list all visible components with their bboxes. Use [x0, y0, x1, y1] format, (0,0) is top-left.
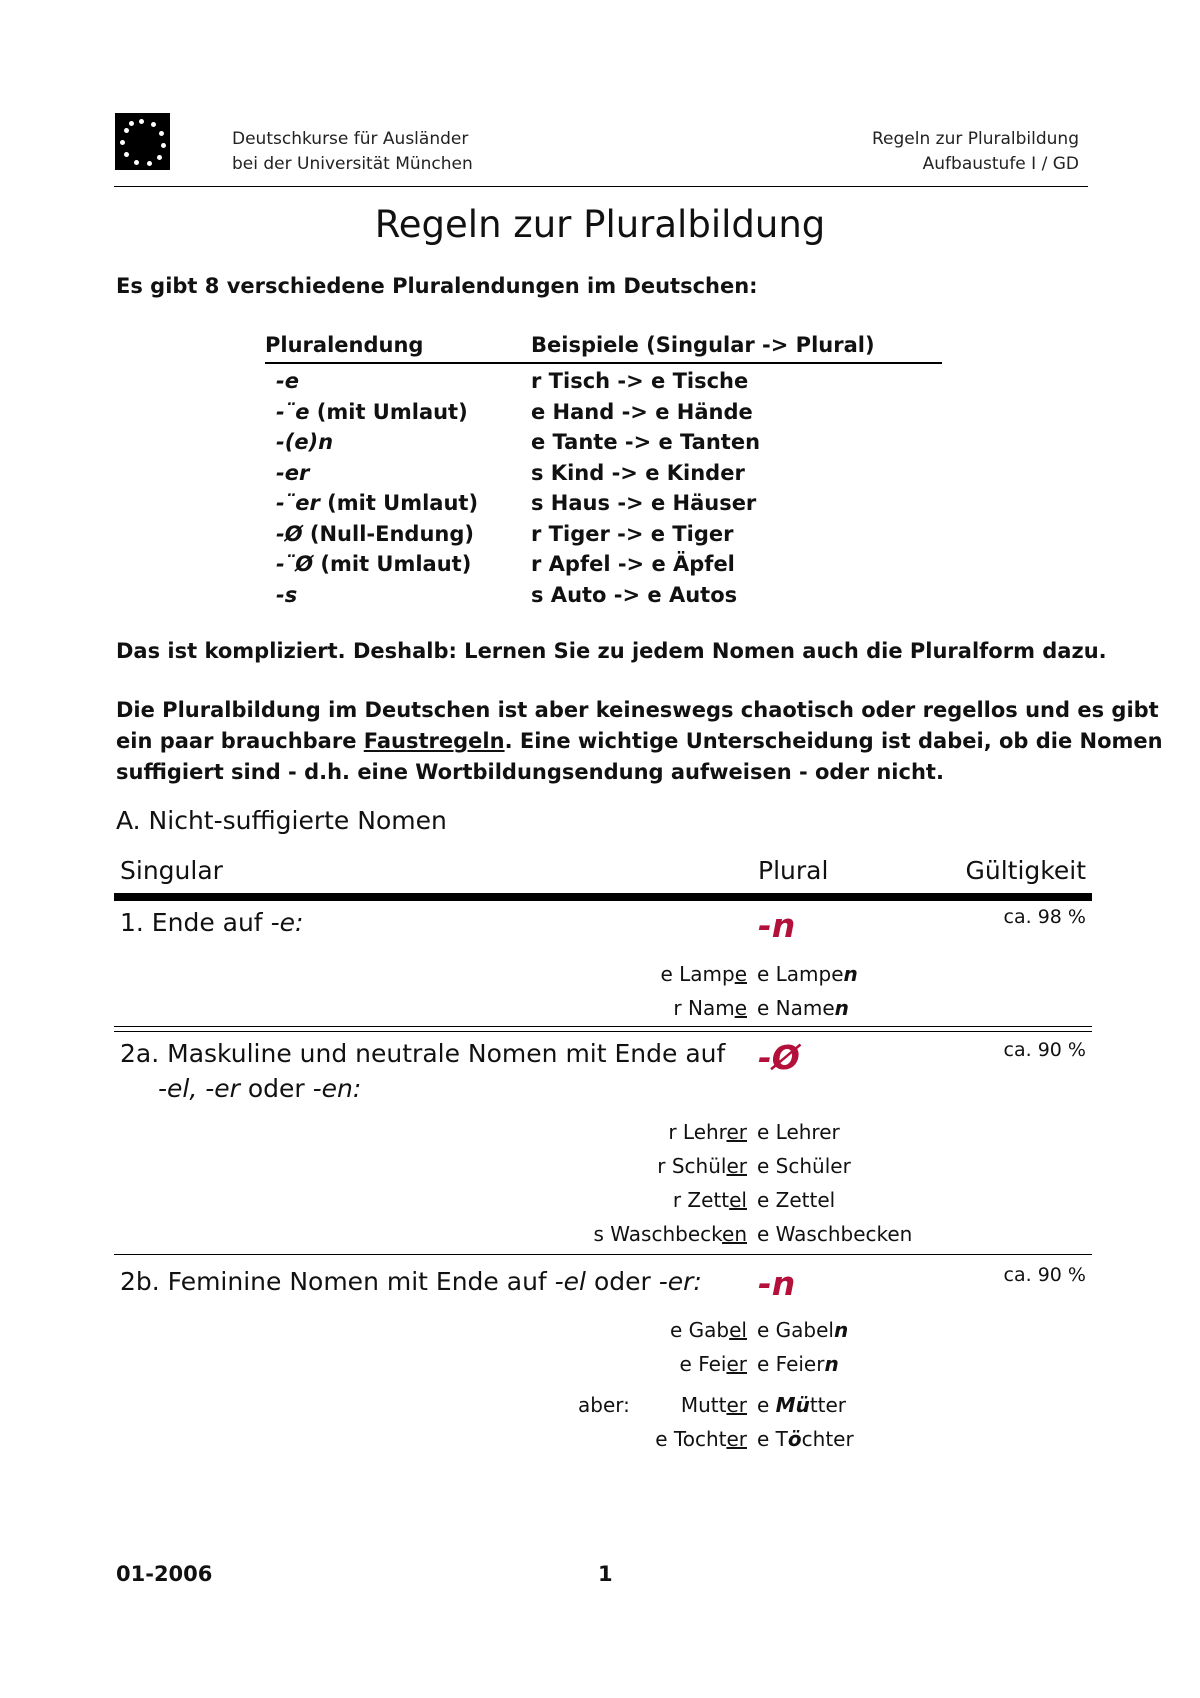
ending-suffix: -¨er: [276, 491, 320, 515]
ending-note: (Null-Endung): [302, 521, 474, 546]
ending-example: e Tante -> e Tanten: [531, 430, 761, 454]
ending-example: e Hand -> e Hände: [531, 399, 753, 424]
example-plural: e Lampen: [757, 962, 858, 986]
endings-row: [0, 366, 1200, 397]
endings-row: [0, 427, 1200, 458]
col-header-singular: Singular: [120, 856, 223, 885]
example-singular: e Lampe: [660, 962, 747, 986]
example-plural: e Schüler: [757, 1154, 851, 1178]
example-plural: e Gabeln: [757, 1318, 849, 1342]
paragraph-line: ein paar brauchbare Faustregeln. Eine wichtige Unterscheidung ist dabei, ob die Nomen: [116, 729, 1163, 753]
endings-row: [0, 488, 1200, 519]
exception-label: aber:: [578, 1393, 630, 1417]
endings-col-header-ending: Pluralendung: [265, 333, 424, 357]
ending-note: (mit Umlaut): [313, 552, 472, 576]
endings-row: [0, 549, 1200, 580]
table-header-rule: [114, 893, 1092, 901]
ending-note: (mit Umlaut): [309, 399, 468, 424]
ending-example: r Tiger -> e Tiger: [531, 521, 734, 546]
exception-plural: e Mütter: [757, 1393, 847, 1417]
example-plural: e Feiern: [757, 1352, 839, 1376]
example-singular: r Lehrer: [668, 1120, 747, 1144]
intro-text: Es gibt 8 verschiedene Pluralendungen im Deutschen:: [116, 274, 758, 298]
exception-singular: Mutter: [680, 1393, 747, 1417]
col-header-validity: Gültigkeit: [965, 856, 1086, 885]
rule-2b-ending: -n: [758, 1264, 796, 1303]
endings-col-header-examples: Beispiele (Singular -> Plural): [531, 333, 875, 357]
ending-note: (mit Umlaut): [319, 491, 479, 515]
ending-example: s Auto -> e Autos: [531, 582, 738, 607]
endings-row: [0, 519, 1200, 550]
page-title: Regeln zur Pluralbildung: [374, 203, 826, 246]
header-course: [872, 127, 1079, 177]
paragraph-line: suffigiert sind - d.h. eine Wortbildungsendung aufweisen - oder nicht.: [116, 760, 944, 784]
example-plural: e Namen: [757, 996, 849, 1020]
rule-divider: [114, 1026, 1092, 1032]
example-plural: e Waschbecken: [757, 1222, 913, 1246]
example-singular: e Feier: [679, 1352, 747, 1376]
rule-2b-text: 2b. Feminine Nomen mit Ende auf -el oder -er:: [120, 1267, 702, 1296]
endings-table-divider: [265, 362, 942, 364]
endings-row: [0, 458, 1200, 489]
example-singular: e Gabel: [670, 1318, 747, 1342]
header-institution-line1: Deutschkurse für Ausländer: [232, 129, 469, 149]
ending-suffix: -Ø: [276, 521, 303, 546]
rule-2a-validity: ca. 90 %: [1003, 1039, 1086, 1061]
rule-2b-validity: ca. 90 %: [1003, 1264, 1086, 1286]
rule-1-validity: ca. 98 %: [1003, 906, 1086, 928]
page-number: 1: [598, 1562, 613, 1586]
example-singular: r Name: [673, 996, 747, 1020]
header-institution-line2: bei der Universität München: [232, 154, 473, 174]
rule-1-ending: -n: [758, 906, 796, 945]
ending-example: s Kind -> e Kinder: [531, 460, 745, 485]
section-heading-a: A. Nicht-suffigierte Nomen: [116, 806, 447, 835]
ending-suffix: -¨e: [276, 399, 310, 424]
ending-suffix: -er: [276, 460, 310, 485]
header-course-line2: Aufbaustufe I / GD: [922, 154, 1079, 174]
exception-singular: e Tochter: [655, 1427, 747, 1451]
example-singular: r Zettel: [672, 1188, 747, 1212]
ending-suffix: -e: [276, 369, 299, 393]
endings-row: [0, 397, 1200, 428]
exception-plural: e Töchter: [757, 1427, 854, 1451]
paragraph-line: Die Pluralbildung im Deutschen ist aber keineswegs chaotisch oder regellos und es gibt: [116, 698, 1159, 722]
university-logo: [115, 113, 170, 170]
paragraph-advice: Das ist kompliziert. Deshalb: Lernen Sie zu jedem Nomen auch die Pluralform dazu.: [116, 639, 1107, 663]
ending-example: r Apfel -> e Äpfel: [531, 552, 735, 576]
ending-suffix: -(e)n: [276, 430, 334, 454]
endings-table-body: [0, 366, 1200, 610]
paragraph-rules-intro: [116, 695, 1163, 788]
rule-1-text: 1. Ende auf -e:: [120, 908, 304, 937]
faustregeln-term: Faustregeln: [363, 729, 505, 753]
ending-suffix: -¨Ø: [276, 552, 314, 576]
header-course-line1: Regeln zur Pluralbildung: [872, 129, 1079, 149]
header-divider: [114, 186, 1088, 187]
example-plural: e Zettel: [757, 1188, 836, 1212]
rule-2a-ending: -Ø: [758, 1038, 800, 1077]
ending-example: r Tisch -> e Tische: [531, 369, 749, 393]
endings-row: [0, 580, 1200, 611]
ending-example: s Haus -> e Häuser: [531, 491, 757, 515]
footer-date: 01-2006: [116, 1562, 213, 1586]
example-singular: r Schüler: [657, 1154, 747, 1178]
rule-2a-text: 2a. Maskuline und neutrale Nomen mit Ende auf -el, -er oder -en:: [120, 1039, 726, 1103]
header-institution: [232, 127, 473, 177]
rule-divider: [114, 1254, 1092, 1255]
example-singular: s Waschbecken: [593, 1222, 747, 1246]
col-header-plural: Plural: [758, 856, 829, 885]
ending-suffix: -s: [276, 582, 298, 607]
example-plural: e Lehrer: [757, 1120, 840, 1144]
